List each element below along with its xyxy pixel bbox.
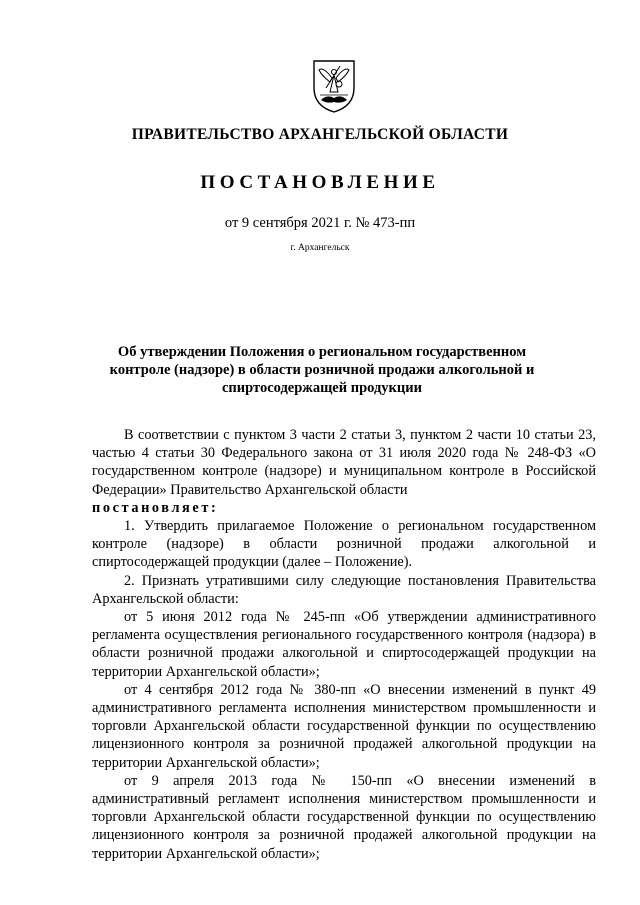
sub-item-1-paragraph: от 5 июня 2012 года № 245-пп «Об утверждении административного регламента осуществления регионального государственного контроля (надзора) в области розничной продажи алкогольной и спиртосодержащей продукции на территории Архангельской области»; — [92, 609, 596, 680]
intro-paragraph — [92, 426, 596, 499]
archangel-coat-of-arms-icon — [311, 58, 357, 114]
resolves-word: постановляет — [92, 499, 211, 516]
document-city: г. Архангельск — [290, 243, 350, 253]
government-name: ПРАВИТЕЛЬСТВО АРХАНГЕЛЬСКОЙ ОБЛАСТИ — [131, 126, 509, 143]
sub-item-2-paragraph: от 4 сентября 2012 года № 380-пп «О внесении изменений в пункт 49 административного регламента исполнения министерством промышленности и торговли Архангельской области государственной функции по осуществлению лицензионного контроля за розничной продажей алкогольной продукции на территории Архангельской области»; — [92, 681, 596, 771]
sub-item-3-paragraph: от 9 апреля 2013 года № 150-пп «О внесении изменений в административный регламент исполнения министерством промышленности и торговли Архангельской области государственной функции по осуществлению лицензионного контроля за розничной продажей алкогольной продукции на территории Архангельской области»; — [92, 772, 596, 862]
document-date-number: от 9 сентября 2021 г. № 473-пп — [224, 215, 416, 231]
document-body — [92, 426, 596, 863]
document-heading: Об утверждении Положения о региональном государственном контроле (надзоре) в области розничной продажи алкогольной и спиртосодержащей продукции — [109, 344, 535, 396]
resolves-paragraph — [92, 499, 596, 517]
resolves-colon: : — [210, 499, 216, 516]
item-2-paragraph: 2. Признать утратившими силу следующие постановления Правительства Архангельской области: — [92, 572, 596, 607]
item-1-paragraph: 1. Утвердить прилагаемое Положение о региональном государственном контроле (надзоре) в области розничной продажи алкогольной и спиртосодержащей продукции (далее – Положение). — [92, 518, 596, 571]
document-type-title: ПОСТАНОВЛЕНИЕ — [200, 172, 440, 193]
intro-text: В соответствии с пунктом 3 части 2 статьи 3, пунктом 2 части 10 статьи 23, частью 4 статьи 30 Федерального закона от 31 июля 2020 года № 248-ФЗ «О государственном контроле (надзоре) и муниципальном контроле в Российской Федерации» Правительство Архангельской области — [92, 427, 596, 498]
